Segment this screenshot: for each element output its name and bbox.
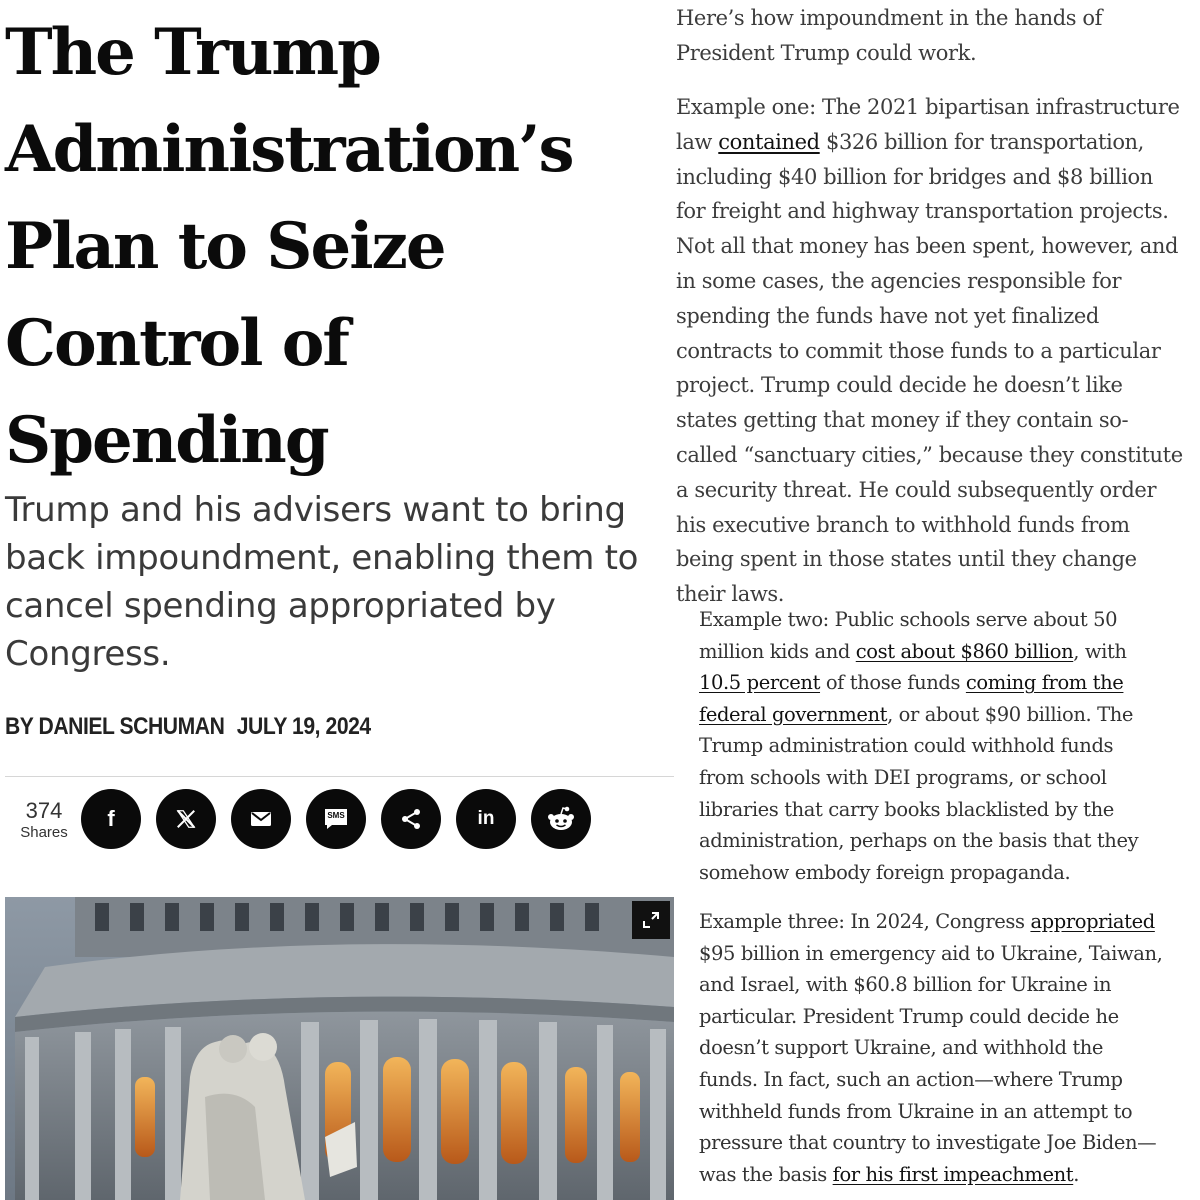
text-line: and Israel, with $60.8 billion for Ukraine in [699, 973, 1112, 997]
text-line [699, 699, 1199, 731]
article-body-column [676, 0, 1200, 1200]
text-line: his executive branch to withhold funds from [676, 512, 1130, 537]
text-line: their laws. [676, 582, 785, 607]
envelope-icon [249, 807, 273, 831]
federal-government-link[interactable]: federal government [699, 702, 888, 726]
text-segment: , with [1073, 639, 1127, 663]
text-line: Trump administration could withhold funds [699, 734, 1114, 758]
text-line: Here’s how impoundment in the hands of [676, 6, 1103, 30]
text-line [699, 636, 1199, 668]
text-line: project. Trump could decide he doesn’t like [676, 373, 1123, 398]
example-one-paragraph [676, 90, 1200, 612]
text-line: $95 billion in emergency aid to Ukraine, Taiwan, [699, 941, 1163, 965]
text-segment: of those funds [820, 671, 966, 695]
headline-line: Administration’s [5, 112, 573, 187]
share-button[interactable] [381, 789, 441, 849]
text-line: from schools with DEI programs, or school [699, 765, 1107, 789]
text-line: Example two: Public schools serve about 50 [699, 608, 1118, 631]
linkedin-icon: in [477, 808, 495, 829]
federal-funds-link[interactable]: coming from the [965, 671, 1124, 695]
text-line: including $40 billion for bridges and $8 billion [676, 164, 1153, 189]
example-two-paragraph [699, 604, 1199, 888]
text-segment: . [1073, 1162, 1080, 1186]
headline-line: Plan to Seize [5, 209, 445, 284]
share-count-number: 374 [25, 798, 63, 823]
text-line [699, 667, 1199, 699]
cost-link[interactable]: cost about $860 billion [855, 639, 1074, 663]
facebook-icon: f [107, 806, 115, 831]
text-line: contracts to commit those funds to a particular [676, 338, 1161, 363]
subheadline-line: Congress. [5, 634, 171, 674]
share-count-label: Shares [20, 824, 68, 841]
expand-icon [642, 911, 660, 929]
text-line: particular. President Trump could decide he [699, 1004, 1119, 1028]
sms-share-button[interactable] [306, 789, 366, 849]
intro-paragraph [676, 1, 1200, 71]
facebook-share-button[interactable] [81, 789, 141, 849]
text-segment: , or about $90 billion. The [887, 702, 1134, 726]
reddit-icon [546, 805, 576, 833]
headline-line: Control of [5, 306, 348, 381]
text-segment: $326 billion for transportation, [819, 129, 1144, 154]
sms-label: SMS [327, 811, 345, 820]
publish-date: JULY 19, 2024 [236, 713, 371, 740]
text-line: called “sanctuary cities,” because they constitute [676, 442, 1183, 467]
headline [5, 4, 670, 489]
text-segment: Example three: In 2024, Congress [699, 910, 1031, 933]
text-line: funds. In fact, such an action—where Trump [699, 1067, 1123, 1091]
subheadline [5, 486, 673, 678]
text-line: somehow embody foreign propaganda. [699, 860, 1071, 884]
sms-icon [323, 807, 349, 831]
expand-image-button[interactable] [632, 901, 670, 939]
text-line: doesn’t support Ukraine, and withhold the [699, 1036, 1104, 1060]
headline-line: Spending [5, 403, 328, 478]
text-segment: law [676, 129, 719, 154]
byline [5, 713, 371, 741]
email-share-button[interactable] [231, 789, 291, 849]
text-line: President Trump could work. [676, 40, 977, 65]
text-line: withheld funds from Ukraine in an attempt to [699, 1099, 1133, 1123]
divider [5, 776, 674, 777]
text-segment: was the basis [699, 1162, 833, 1186]
text-line: for freight and highway transportation projects. [676, 199, 1169, 224]
text-line [699, 1159, 1199, 1191]
reddit-share-button[interactable] [531, 789, 591, 849]
text-line: a security threat. He could subsequently order [676, 477, 1157, 502]
subheadline-line: Trump and his advisers want to bring [5, 490, 626, 530]
text-line: Not all that money has been spent, however, and [676, 234, 1178, 259]
x-share-button[interactable] [156, 789, 216, 849]
impeachment-link[interactable]: for his first impeachment [832, 1162, 1074, 1186]
capitol-dome-image [5, 897, 674, 1200]
contained-link[interactable]: contained [718, 129, 820, 154]
x-icon [175, 808, 197, 830]
article-photo [5, 897, 674, 1200]
percent-link[interactable]: 10.5 percent [699, 671, 821, 695]
headline-line: The Trump [5, 15, 380, 90]
linkedin-share-button[interactable] [456, 789, 516, 849]
subheadline-line: back impoundment, enabling them to [5, 538, 639, 578]
subheadline-line: cancel spending appropriated by [5, 586, 556, 626]
share-count [14, 798, 74, 842]
text-line: in some cases, the agencies responsible for [676, 268, 1122, 293]
share-icon [399, 807, 423, 831]
appropriated-link[interactable]: appropriated [1030, 910, 1155, 933]
text-line: Example one: The 2021 bipartisan infrastructure [676, 95, 1180, 119]
text-line: pressure that country to investigate Joe Biden— [699, 1131, 1157, 1155]
text-line: being spent in those states until they change [676, 547, 1137, 572]
text-line [676, 125, 1200, 160]
example-three-paragraph [699, 906, 1199, 1190]
text-line: spending the funds have not yet finalized [676, 303, 1099, 328]
text-segment: million kids and [699, 639, 856, 663]
text-line: administration, perhaps on the basis that they [699, 829, 1139, 853]
text-line [699, 906, 1199, 938]
author-name[interactable]: BY DANIEL SCHUMAN [5, 713, 225, 740]
text-line: states getting that money if they contain so- [676, 408, 1129, 433]
text-line: libraries that carry books blacklisted by the [699, 797, 1114, 821]
